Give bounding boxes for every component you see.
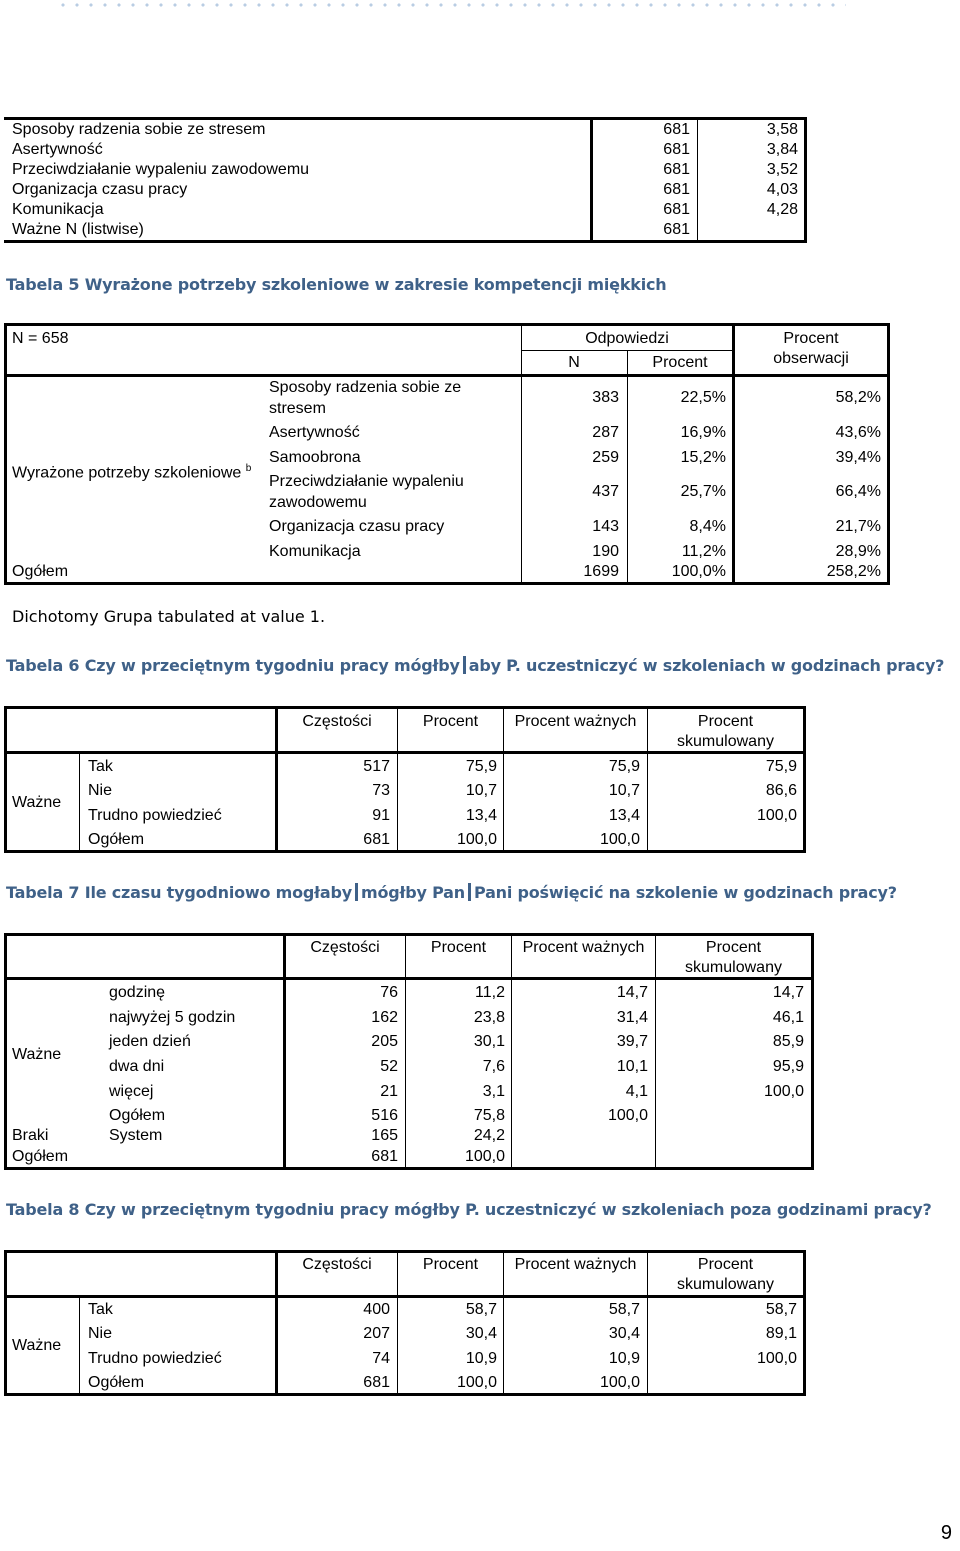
table-cell: 258,2%: [826, 563, 881, 580]
n-label: N = 658: [12, 330, 69, 347]
table-row-label: Organizacja czasu pracy: [269, 518, 445, 535]
table-cell: 16,9%: [680, 424, 726, 441]
table-cell: 91: [372, 807, 390, 824]
table-cell: 207: [363, 1325, 390, 1342]
column-header: Procent: [697, 1256, 754, 1273]
header-bottom-border: [7, 1295, 803, 1298]
table-row-label: Asertywność: [12, 141, 103, 158]
table-cell: 11,2: [475, 984, 505, 1001]
table-cell: 400: [363, 1301, 390, 1318]
column-divider: [503, 1253, 504, 1393]
table-cell: 86,6: [765, 782, 797, 799]
caption-separator: [355, 883, 358, 901]
table-caption: Tabela 6 Czy w przeciętnym tygodniu pracy mógłby aby P. uczestniczyć w szkoleniach w godzinach pracy?: [6, 656, 945, 675]
table-cell: 437: [592, 483, 619, 500]
table-row-label: jeden dzień: [109, 1033, 191, 1050]
table-cell: 30,1: [473, 1033, 505, 1050]
column-header: Procent: [422, 713, 479, 730]
table-row-label: godzinę: [109, 984, 166, 1001]
header-divider: [521, 350, 733, 351]
table-cell: 4,28: [766, 201, 798, 218]
table-row-label: System: [109, 1127, 163, 1144]
table-cell: 75,9: [608, 758, 640, 775]
table-cell: 517: [363, 758, 390, 775]
table-row-label: Komunikacja: [269, 543, 361, 560]
table-cell: 100,0: [763, 1083, 804, 1100]
table-cell: 58,7: [465, 1301, 497, 1318]
table-cell: 13,4: [465, 807, 497, 824]
table-cell: 190: [592, 543, 619, 560]
column-header: Odpowiedzi: [585, 330, 669, 347]
table-bottom-border: [4, 240, 807, 243]
table-row-label: Trudno powiedzieć: [88, 1350, 222, 1367]
table-right-border: [804, 117, 807, 243]
table-cell: 100,0: [456, 831, 497, 848]
table-cell: 75,9: [465, 758, 497, 775]
table-cell: 259: [592, 449, 619, 466]
table-cell: 516: [371, 1107, 398, 1124]
table-cell: 58,7: [765, 1301, 797, 1318]
caption-separator: [468, 883, 471, 901]
table-cell: 30,4: [465, 1325, 497, 1342]
table-cell: 8,4%: [689, 518, 726, 535]
table-cell: 28,9%: [835, 543, 881, 560]
column-header: obserwacji: [773, 350, 849, 367]
table-cell: 100,0: [456, 1374, 497, 1391]
table-row-label: najwyżej 5 godzin: [109, 1009, 236, 1026]
table-caption: Tabela 7 Ile czasu tygodniowo mogłaby mógłby Pan Pani poświęcić na szkolenie w godzinach pracy?: [6, 883, 897, 902]
column-divider: [79, 753, 80, 850]
table-cell: 681: [363, 831, 390, 848]
table-cell: 287: [592, 424, 619, 441]
page-number: 9: [940, 1522, 952, 1544]
table-row-label: Samoobrona: [269, 449, 361, 466]
table-row-label: zawodowemu: [269, 494, 367, 511]
table-cell: 681: [363, 1374, 390, 1391]
header-bottom-border: [7, 977, 811, 980]
column-header: skumulowany: [677, 733, 774, 750]
table-row-label: Komunikacja: [12, 201, 104, 218]
table-cell: 4,03: [766, 181, 798, 198]
table-cell: 3,58: [766, 121, 798, 138]
table-cell: 24,2: [473, 1127, 505, 1144]
table-cell: 383: [592, 389, 619, 406]
table-row-label: Przeciwdziałanie wypaleniu: [269, 473, 464, 490]
top-dotted-rule: [56, 3, 846, 7]
column-header: Procent: [705, 939, 762, 956]
table-cell: 13,4: [608, 807, 640, 824]
table-caption: Tabela 5 Wyrażone potrzeby szkoleniowe w zakresie kompetencji miękkich: [6, 275, 667, 294]
column-divider: [697, 117, 698, 243]
table-cell: 23,8: [473, 1009, 505, 1026]
table-cell: 165: [371, 1127, 398, 1144]
table-cell: 100,0: [756, 1350, 797, 1367]
table-row-label: Przeciwdziałanie wypaleniu zawodowemu: [12, 161, 310, 178]
table-cell: 681: [663, 161, 690, 178]
column-header: N: [568, 354, 580, 371]
column-divider: [647, 1253, 648, 1393]
table-cell: 66,4%: [835, 483, 881, 500]
column-header: Procent: [422, 1256, 479, 1273]
table-cell: 1699: [583, 563, 619, 580]
table-cell: 73: [372, 782, 390, 799]
caption-separator: [463, 656, 466, 674]
table-cell: 14,7: [616, 984, 648, 1001]
table-cell: 162: [371, 1009, 398, 1026]
column-divider: [397, 1253, 398, 1393]
table-row-label: Organizacja czasu pracy: [12, 181, 188, 198]
column-header: Procent: [697, 713, 754, 730]
table-cell: 681: [663, 201, 690, 218]
table-footnote: Dichotomy Grupa tabulated at value 1.: [12, 607, 326, 626]
column-header: skumulowany: [685, 959, 782, 976]
table-cell: 75,9: [765, 758, 797, 775]
table-row-label: dwa dni: [109, 1058, 165, 1075]
table-cell: 681: [371, 1148, 398, 1165]
table-cell: 143: [592, 518, 619, 535]
table-cell: 15,2%: [680, 449, 726, 466]
table-cell: 100,0%: [671, 563, 726, 580]
table-cell: 95,9: [772, 1058, 804, 1075]
table-cell: 10,9: [608, 1350, 640, 1367]
table-row-label: Tak: [88, 1301, 113, 1318]
table-row-label: Ogółem: [88, 831, 145, 848]
table-cell: 10,7: [465, 782, 497, 799]
table-cell: 681: [663, 141, 690, 158]
column-header: Częstości: [310, 939, 380, 956]
table-cell: 21,7%: [835, 518, 881, 535]
column-header: Procent ważnych: [514, 713, 637, 730]
table-cell: 43,6%: [835, 424, 881, 441]
column-header: Procent: [430, 939, 487, 956]
table-row-label: Ważne N (listwise): [12, 221, 144, 238]
table-cell: 14,7: [772, 984, 804, 1001]
table-cell: 100,0: [756, 807, 797, 824]
table-cell: 205: [371, 1033, 398, 1050]
table-row-label: Sposoby radzenia sobie ze: [269, 379, 462, 396]
table-cell: 30,4: [608, 1325, 640, 1342]
table-cell: 3,52: [766, 161, 798, 178]
table-cell: 75,8: [473, 1107, 505, 1124]
table-cell: 74: [372, 1350, 390, 1367]
table-cell: 58,2%: [835, 389, 881, 406]
table-cell: 10,7: [608, 782, 640, 799]
row-group-label: Ważne: [12, 1046, 62, 1063]
table-cell: 100,0: [464, 1148, 505, 1165]
table-row-label: Sposoby radzenia sobie ze stresem: [12, 121, 266, 138]
table-cell: 25,7%: [680, 483, 726, 500]
column-header: Procent: [783, 330, 839, 347]
column-header: Częstości: [302, 713, 372, 730]
column-divider: [79, 1297, 80, 1393]
table-cell: 85,9: [772, 1033, 804, 1050]
table-cell: 681: [663, 181, 690, 198]
table-cell: 3,84: [766, 141, 798, 158]
table-cell: 39,4%: [835, 449, 881, 466]
table-cell: 100,0: [599, 831, 640, 848]
column-divider: [275, 1253, 278, 1393]
table-cell: 76: [380, 984, 398, 1001]
table-cell: 46,1: [772, 1009, 804, 1026]
row-group-label: Wyrażone potrzeby szkoleniowe $^b$: [12, 463, 252, 482]
column-header: Częstości: [302, 1256, 372, 1273]
row-group-label: Ważne: [12, 1337, 62, 1354]
table-row-label: Asertywność: [269, 424, 360, 441]
total-label: Ogółem: [12, 1148, 69, 1165]
table-row-label: Tak: [88, 758, 113, 775]
table-row-label: więcej: [109, 1083, 154, 1100]
header-bottom-border: [7, 751, 803, 754]
header-bottom-border: [7, 374, 887, 377]
table-cell: 3,1: [482, 1083, 505, 1100]
table-row-label: Ogółem: [88, 1374, 145, 1391]
table-cell: 10,1: [616, 1058, 648, 1075]
table-cell: 31,4: [616, 1009, 648, 1026]
row-group-label: Braki: [12, 1127, 49, 1144]
column-header: skumulowany: [677, 1276, 774, 1293]
table-cell: 100,0: [607, 1107, 648, 1124]
table-row-label: Trudno powiedzieć: [88, 807, 222, 824]
table-cell: 52: [380, 1058, 398, 1075]
table-cell: 11,2%: [681, 543, 726, 560]
table-cell: 4,1: [625, 1083, 648, 1100]
total-label: Ogółem: [12, 563, 69, 580]
table-row-label: Nie: [88, 782, 113, 799]
table-cell: 22,5%: [680, 389, 726, 406]
column-divider: [590, 117, 593, 243]
column-divider: [283, 936, 286, 1167]
column-divider: [405, 936, 406, 1167]
table-cell: 21: [380, 1083, 398, 1100]
table-row-label: Nie: [88, 1325, 113, 1342]
table-row-label: Ogółem: [109, 1107, 166, 1124]
column-divider: [511, 936, 512, 1167]
table-cell: 681: [663, 121, 690, 138]
table-cell: 100,0: [599, 1374, 640, 1391]
table-cell: 7,6: [482, 1058, 505, 1075]
table-caption: Tabela 8 Czy w przeciętnym tygodniu pracy mógłby P. uczestniczyć w szkoleniach poza godzinami pracy?: [6, 1200, 932, 1219]
table-row-label: stresem: [269, 400, 326, 417]
column-header: Procent: [652, 354, 708, 371]
table-cell: 681: [663, 221, 690, 238]
table-cell: 39,7: [616, 1033, 648, 1050]
table-cell: 58,7: [608, 1301, 640, 1318]
column-header: Procent ważnych: [514, 1256, 637, 1273]
table-cell: 89,1: [765, 1325, 797, 1342]
column-header: Procent ważnych: [522, 939, 645, 956]
row-group-label: Ważne: [12, 794, 62, 811]
table-cell: 10,9: [465, 1350, 497, 1367]
